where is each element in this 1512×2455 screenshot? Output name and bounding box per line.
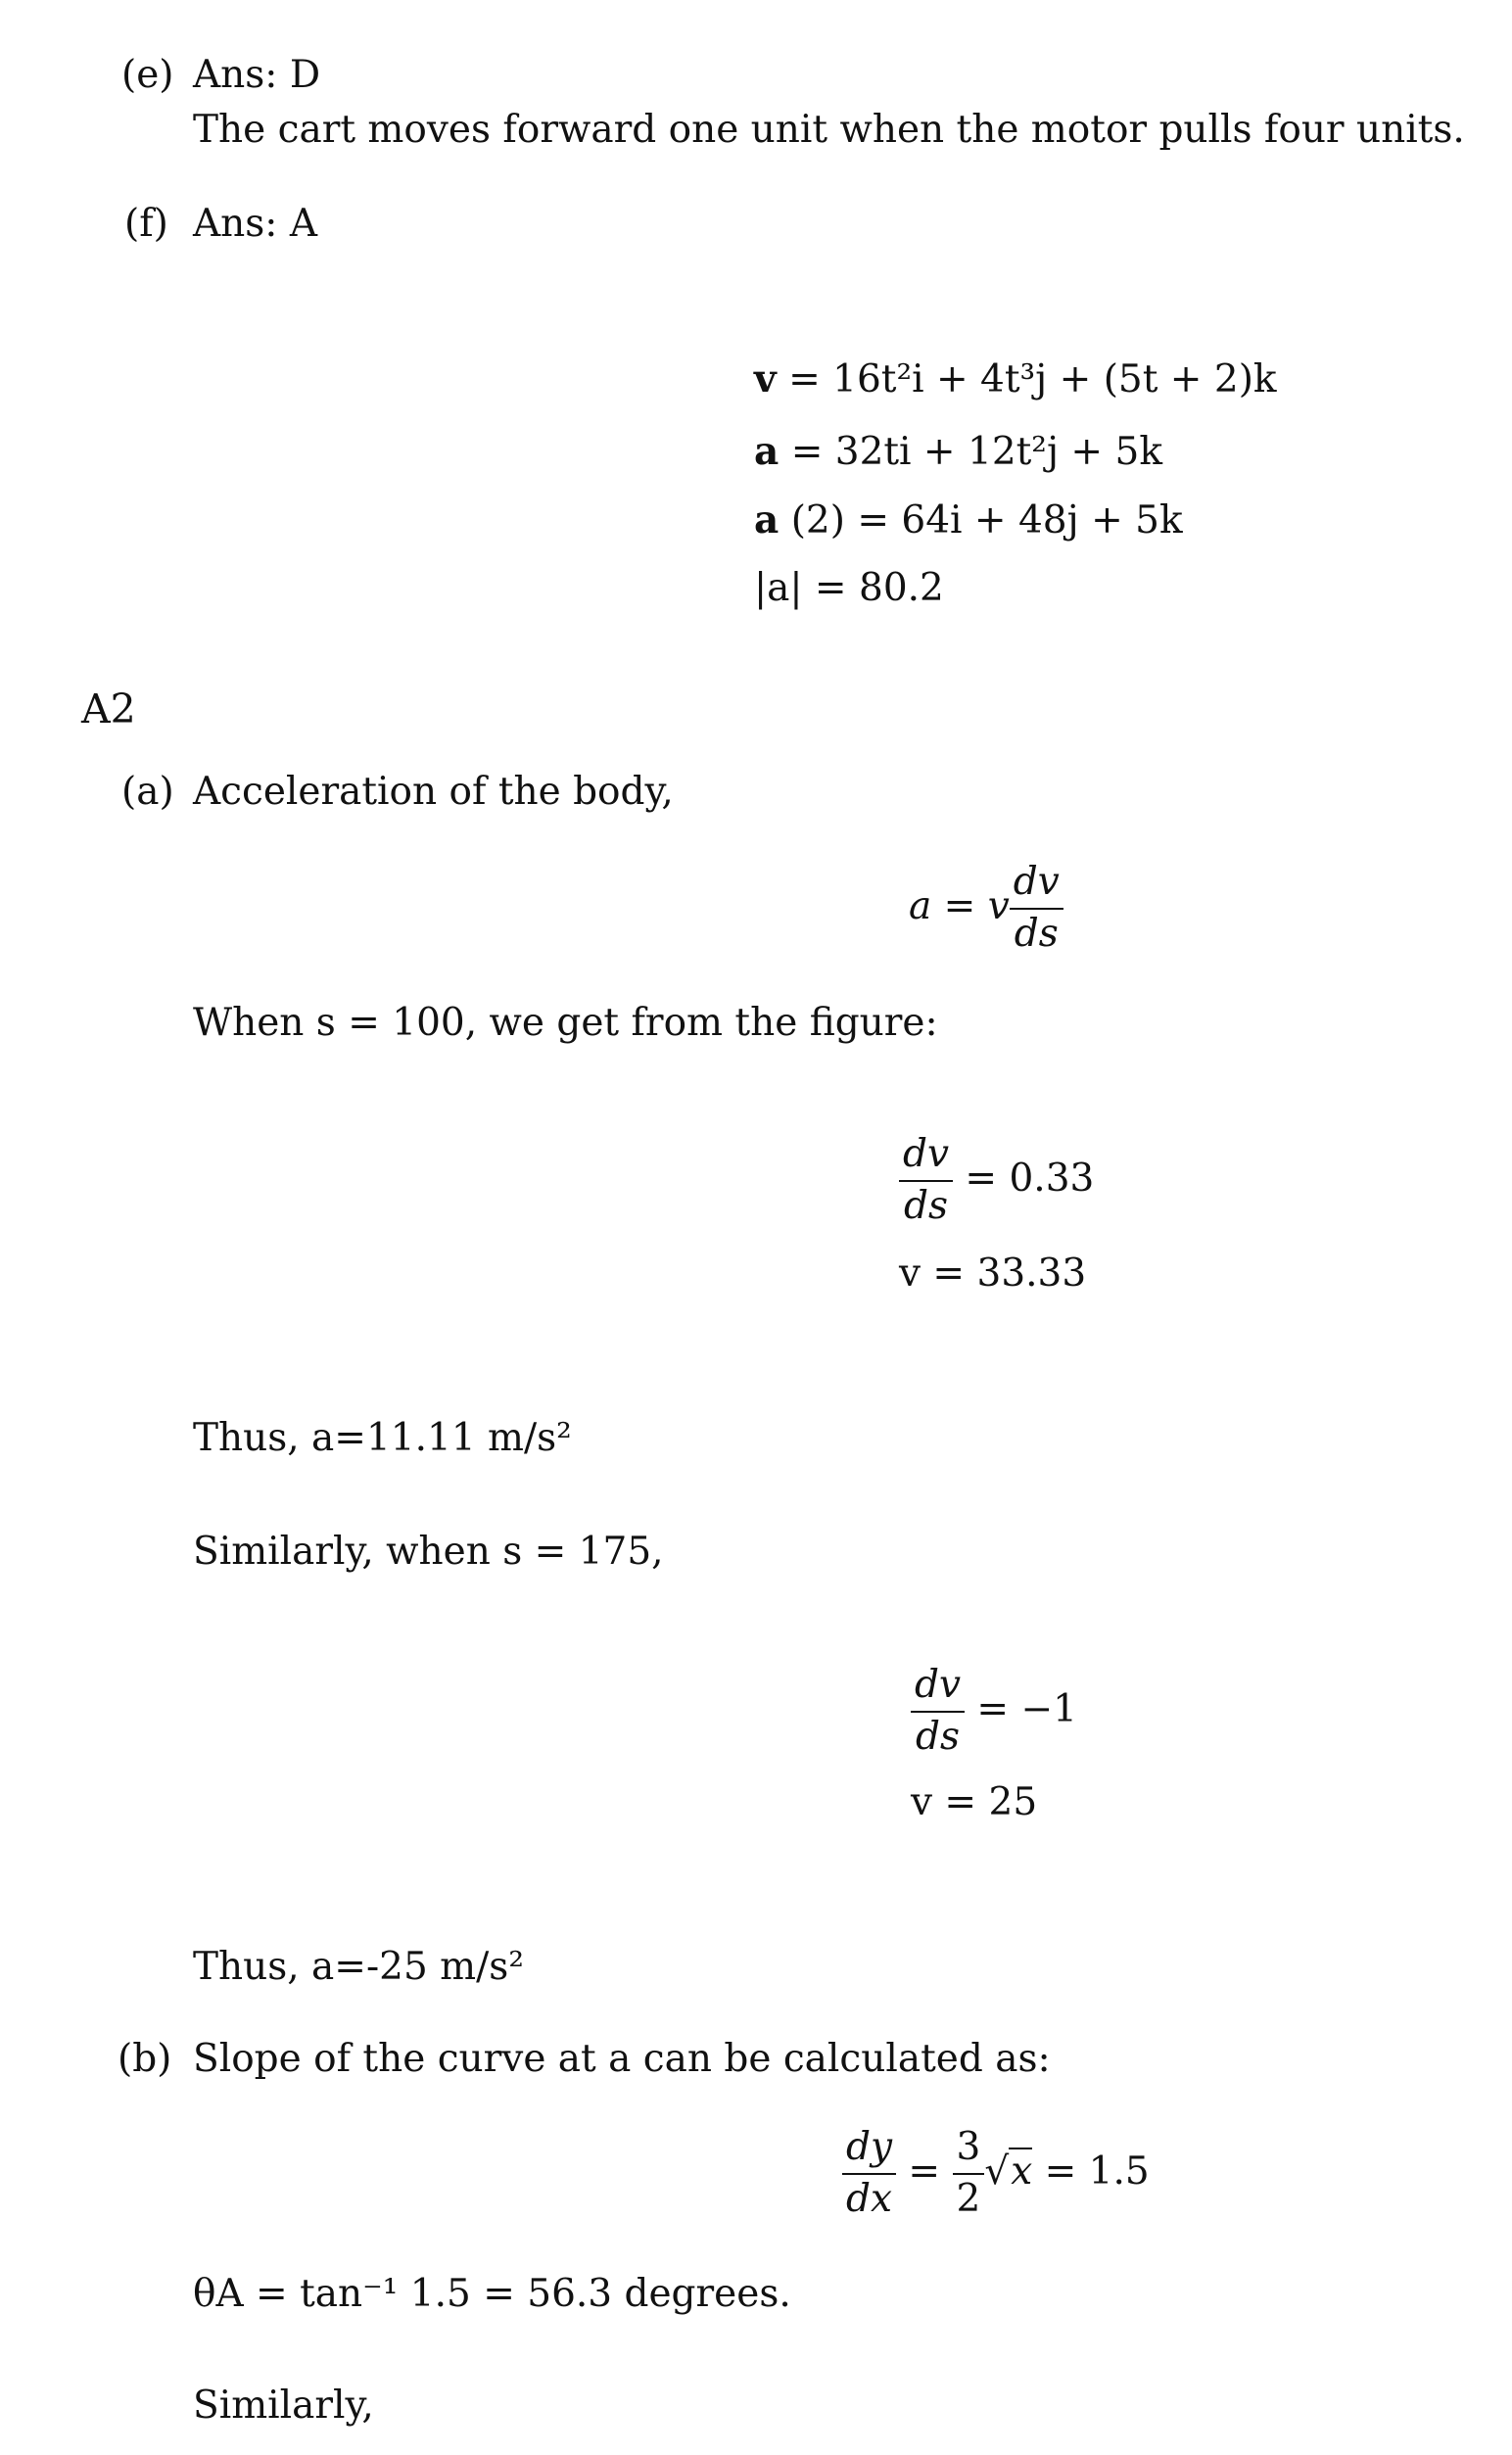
fraction-numerator: dy xyxy=(842,2127,896,2175)
velocity-at-100: v = 33.33 xyxy=(899,1251,1087,1296)
section-heading-a2: A2 xyxy=(81,685,136,732)
similarly-s-175-text: Similarly, when s = 175, xyxy=(193,1530,664,1574)
slope-result: = 1.5 xyxy=(1044,2148,1150,2194)
acceleration-at-2-rhs: (2) = 64i + 48j + 5k xyxy=(790,498,1183,543)
fraction-denominator: dx xyxy=(846,2176,892,2221)
part-a-label: (a) xyxy=(121,770,174,814)
dv-ds-value-175: = −1 xyxy=(976,1686,1077,1731)
dv-ds-at-100 xyxy=(899,1134,1094,1228)
acceleration-lhs: a xyxy=(754,429,780,474)
dv-ds-at-175 xyxy=(911,1665,1077,1759)
dv-ds-fraction-175 xyxy=(911,1665,965,1759)
fraction-numerator: 3 xyxy=(953,2127,985,2175)
velocity-lhs: v xyxy=(754,356,777,401)
fraction-denominator: 2 xyxy=(956,2176,981,2221)
fraction-denominator: ds xyxy=(916,1714,960,1759)
sqrt-symbol: √ xyxy=(984,2148,1010,2194)
acceleration-formula xyxy=(909,862,1063,956)
acceleration-magnitude: |a| = 80.2 xyxy=(754,566,944,610)
acceleration-formula-lhs: a = v xyxy=(909,883,1010,928)
fraction-denominator: ds xyxy=(904,1183,948,1228)
part-e-explanation: The cart moves forward one unit when the motor pulls four units. xyxy=(193,108,1465,152)
slope-equation xyxy=(842,2127,1150,2221)
dv-ds-fraction xyxy=(1010,862,1063,956)
similarly-text: Similarly, xyxy=(193,2384,374,2428)
part-e-label: (e) xyxy=(121,53,174,97)
equals-sign: = xyxy=(908,2148,941,2194)
fraction-numerator: dv xyxy=(899,1134,953,1182)
thus-accel-175: Thus, a=-25 m/s² xyxy=(193,1945,524,1989)
velocity-at-175: v = 25 xyxy=(911,1780,1038,1824)
fraction-denominator: ds xyxy=(1014,911,1059,956)
dv-ds-fraction-100 xyxy=(899,1134,953,1228)
part-b-label: (b) xyxy=(118,2037,172,2081)
theta-a-result: θA = tan⁻¹ 1.5 = 56.3 degrees. xyxy=(193,2272,791,2316)
part-f-answer: Ans: A xyxy=(193,202,317,246)
velocity-equation xyxy=(754,358,1277,401)
acceleration-equation xyxy=(754,431,1162,474)
fraction-numerator: dv xyxy=(1010,862,1063,910)
dy-dx-fraction xyxy=(842,2127,896,2221)
acceleration-at-2-lhs: a xyxy=(754,497,780,543)
part-e-answer: Ans: D xyxy=(193,53,321,97)
three-halves-fraction xyxy=(953,2127,985,2221)
when-s-100-text: When s = 100, we get from the figure: xyxy=(193,1001,938,1045)
acceleration-at-2-equation xyxy=(754,499,1183,543)
part-f-label: (f) xyxy=(124,202,168,246)
part-b-intro: Slope of the curve at a can be calculated as: xyxy=(193,2037,1051,2081)
dv-ds-value-100: = 0.33 xyxy=(965,1156,1095,1201)
thus-accel-100: Thus, a=11.11 m/s² xyxy=(193,1416,572,1460)
acceleration-rhs: = 32ti + 12t²j + 5k xyxy=(790,430,1162,474)
sqrt-argument: x xyxy=(1011,2148,1033,2194)
velocity-rhs: = 16t²i + 4t³j + (5t + 2)k xyxy=(788,357,1277,401)
fraction-numerator: dv xyxy=(911,1665,965,1713)
part-a-intro: Acceleration of the body, xyxy=(193,770,674,814)
